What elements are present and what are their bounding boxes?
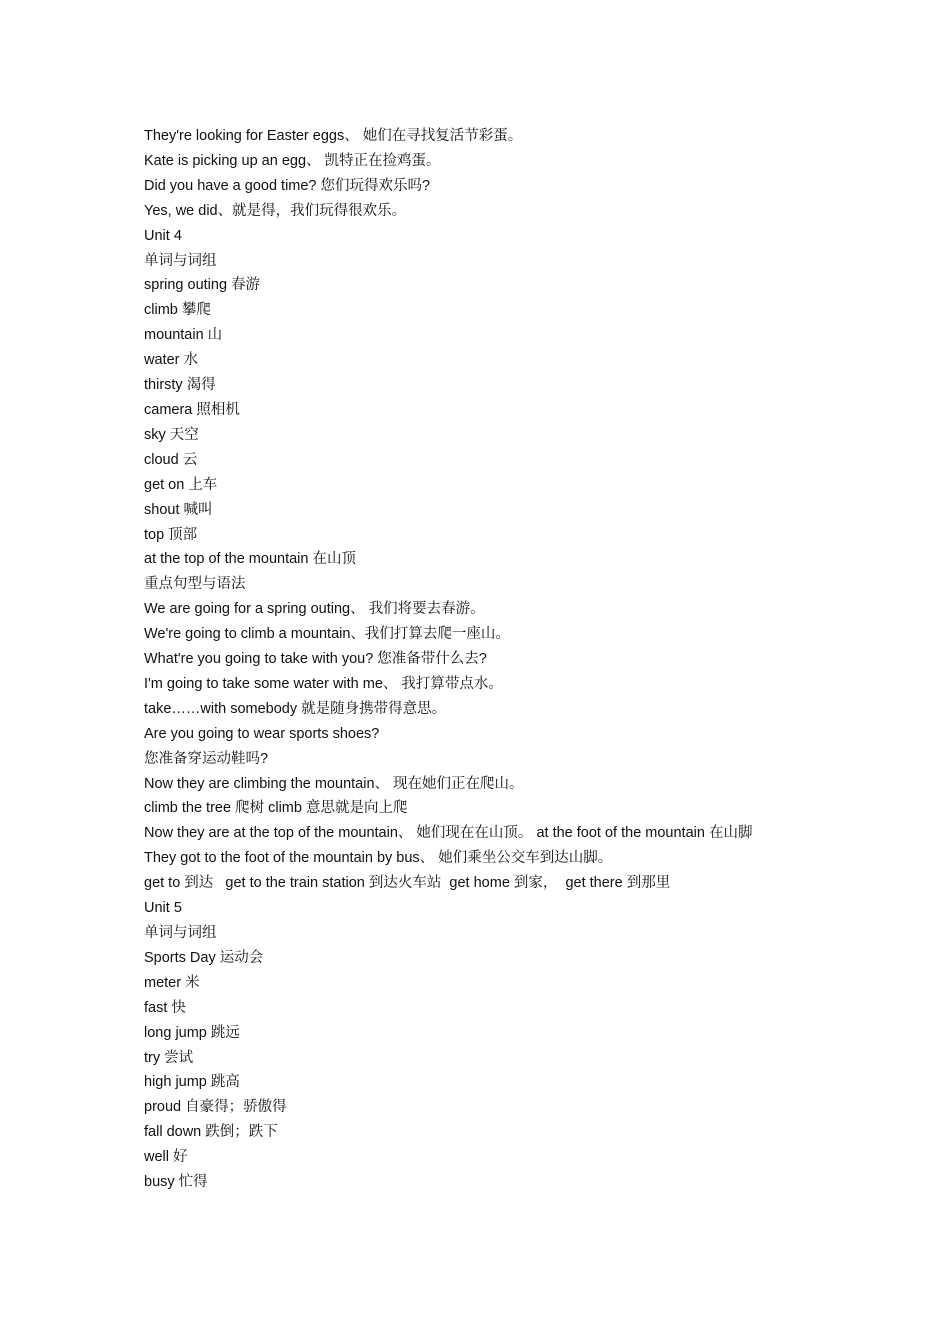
grammar-heading: 重点句型与语法	[144, 576, 246, 593]
sentence-take-with-you: What're you going to take with you? 您准备带什么去?	[144, 651, 487, 668]
vocabulary-heading: 单词与词组	[144, 252, 217, 269]
vocab-get-on: get on 上车	[144, 476, 218, 493]
vocab-top-of-mountain: at the top of the mountain 在山顶	[144, 551, 356, 568]
vocab-fast: fast 快	[144, 999, 186, 1016]
text-line-good-time: Did you have a good time? 您们玩得欢乐吗?	[144, 177, 431, 194]
vocab-meter: meter 米	[144, 974, 200, 991]
text-line-kate-egg: Kate is picking up an egg、 凯特正在捡鸡蛋。	[144, 152, 441, 169]
vocab-cloud: cloud 云	[144, 451, 198, 468]
vocab-mountain: mountain 山	[144, 327, 223, 344]
vocab-spring-outing: spring outing 春游	[144, 277, 261, 294]
vocabulary-heading-unit-5: 单词与词组	[144, 925, 217, 941]
unit-4-heading: Unit 4	[144, 227, 182, 244]
vocab-sky: sky 天空	[144, 426, 199, 443]
vocab-long-jump: long jump 跳远	[144, 1024, 240, 1041]
vocab-thirsty: thirsty 渴得	[144, 377, 216, 394]
vocab-proud: proud 自豪得；骄傲得	[144, 1099, 287, 1116]
sentence-take-water: I'm going to take some water with me、 我打算带点水。	[144, 675, 503, 692]
vocab-top: top 顶部	[144, 526, 198, 543]
document-body	[144, 124, 814, 1195]
vocab-sports-day: Sports Day 运动会	[144, 949, 264, 966]
unit-5-heading: Unit 5	[144, 900, 182, 917]
vocab-busy: busy 忙得	[144, 1174, 208, 1191]
sentence-climb-tree: climb the tree 爬树 climb 意思就是向上爬	[144, 800, 408, 817]
vocab-water: water 水	[144, 352, 198, 369]
sentence-top-of-mountain: Now they are at the top of the mountain、 她们现在在山顶。 at the foot of the mountain 在山脚	[144, 825, 753, 842]
sentence-sports-shoes-translation: 您准备穿运动鞋吗?	[144, 750, 269, 767]
vocab-try: try 尝试	[144, 1049, 194, 1066]
vocab-camera: camera 照相机	[144, 401, 240, 418]
vocab-climb: climb 攀爬	[144, 302, 211, 319]
vocab-well: well 好	[144, 1149, 188, 1166]
vocab-shout: shout 喊叫	[144, 501, 213, 518]
text-line-easter-eggs: They're looking for Easter eggs、 她们在寻找复活节彩蛋。	[144, 128, 523, 144]
sentence-climb-mountain: We're going to climb a mountain、我们打算去爬一座山。	[144, 626, 510, 643]
sentence-sports-shoes: Are you going to wear sports shoes?	[144, 725, 380, 742]
vocab-fall-down: fall down 跌倒；跌下	[144, 1124, 278, 1141]
text-line-yes-we-did: Yes, we did、就是得，我们玩得很欢乐。	[144, 202, 407, 219]
sentence-foot-of-mountain: They got to the foot of the mountain by bus、 她们乘坐公交车到达山脚。	[144, 850, 613, 867]
sentence-climbing-mountain: Now they are climbing the mountain、 现在她们正在爬山。	[144, 775, 524, 792]
sentence-take-with-somebody: take……with somebody 就是随身携带得意思。	[144, 700, 447, 717]
sentence-spring-outing: We are going for a spring outing、 我们将要去春游。	[144, 601, 485, 618]
vocab-high-jump: high jump 跳高	[144, 1074, 240, 1091]
sentence-get-to: get to 到达 get to the train station 到达火车站 get home 到家， get there 到那里	[144, 875, 671, 892]
